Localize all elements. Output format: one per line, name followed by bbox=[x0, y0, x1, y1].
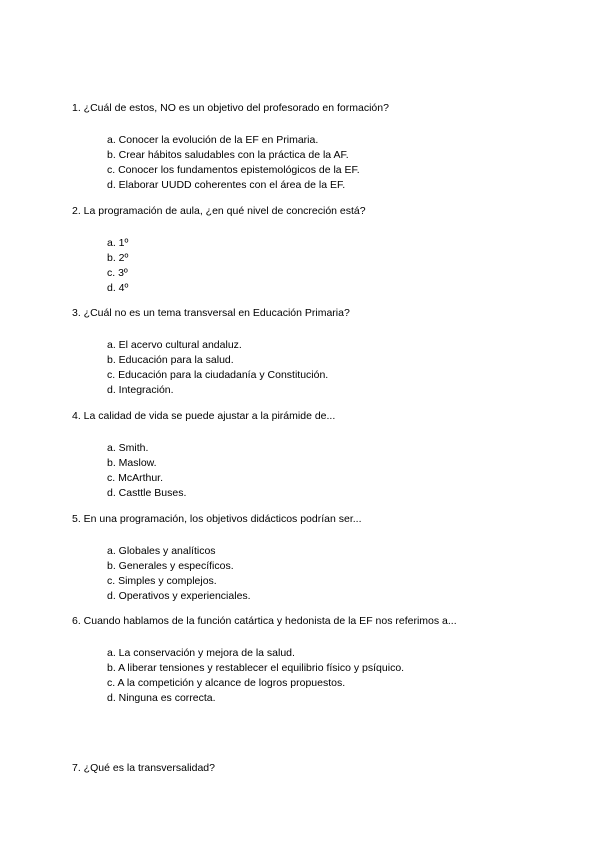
answer-options bbox=[107, 441, 572, 501]
answer-options bbox=[107, 133, 572, 193]
option-a: a. Conocer la evolución de la EF en Primaria. bbox=[107, 134, 319, 146]
option-b: b. 2º bbox=[107, 252, 129, 264]
option-d: d. Elaborar UUDD coherentes con el área de la EF. bbox=[107, 179, 346, 191]
answer-options bbox=[107, 338, 572, 398]
question-text: 1. ¿Cuál de estos, NO es un objetivo del profesorado en formación? bbox=[72, 102, 389, 114]
question-text: 5. En una programación, los objetivos didácticos podrían ser... bbox=[72, 513, 362, 525]
option-d: d. Integración. bbox=[107, 384, 174, 396]
option-d: d. Operativos y experienciales. bbox=[107, 590, 251, 602]
option-d: d. Ninguna es correcta. bbox=[107, 692, 216, 704]
option-a: a. 1º bbox=[107, 237, 129, 249]
answer-options bbox=[107, 236, 572, 296]
question-text: 7. ¿Qué es la transversalidad? bbox=[72, 762, 215, 774]
question-5 bbox=[72, 512, 572, 604]
question-4 bbox=[72, 409, 572, 501]
option-c: c. Simples y complejos. bbox=[107, 575, 217, 587]
option-d: d. Casttle Buses. bbox=[107, 487, 187, 499]
option-b: b. Maslow. bbox=[107, 457, 157, 469]
option-d: d. 4º bbox=[107, 282, 129, 294]
option-c: c. Conocer los fundamentos epistemológicos de la EF. bbox=[107, 164, 360, 176]
question-text: 3. ¿Cuál no es un tema transversal en Educación Primaria? bbox=[72, 307, 350, 319]
option-a: a. El acervo cultural andaluz. bbox=[107, 339, 242, 351]
question-1 bbox=[72, 101, 572, 193]
option-b: b. Generales y específicos. bbox=[107, 560, 234, 572]
question-3 bbox=[72, 306, 572, 398]
option-c: c. McArthur. bbox=[107, 472, 164, 484]
answer-options bbox=[107, 646, 572, 706]
answer-options bbox=[107, 544, 572, 604]
option-c: c. Educación para la ciudadanía y Constitución. bbox=[107, 369, 329, 381]
question-6 bbox=[72, 614, 572, 706]
option-b: b. Educación para la salud. bbox=[107, 354, 234, 366]
option-c: c. A la competición y alcance de logros propuestos. bbox=[107, 677, 346, 689]
question-2 bbox=[72, 204, 572, 296]
question-text: 6. Cuando hablamos de la función catártica y hedonista de la EF nos referimos a... bbox=[72, 615, 457, 627]
option-a: a. Globales y analíticos bbox=[107, 545, 216, 557]
question-text: 4. La calidad de vida se puede ajustar a la pirámide de... bbox=[72, 410, 336, 422]
option-b: b. Crear hábitos saludables con la práctica de la AF. bbox=[107, 149, 349, 161]
question-text: 2. La programación de aula, ¿en qué nivel de concreción está? bbox=[72, 205, 366, 217]
option-c: c. 3º bbox=[107, 267, 128, 279]
option-a: a. La conservación y mejora de la salud. bbox=[107, 647, 295, 659]
question-7 bbox=[72, 761, 572, 776]
option-a: a. Smith. bbox=[107, 442, 149, 454]
option-b: b. A liberar tensiones y restablecer el equilibrio físico y psíquico. bbox=[107, 662, 405, 674]
